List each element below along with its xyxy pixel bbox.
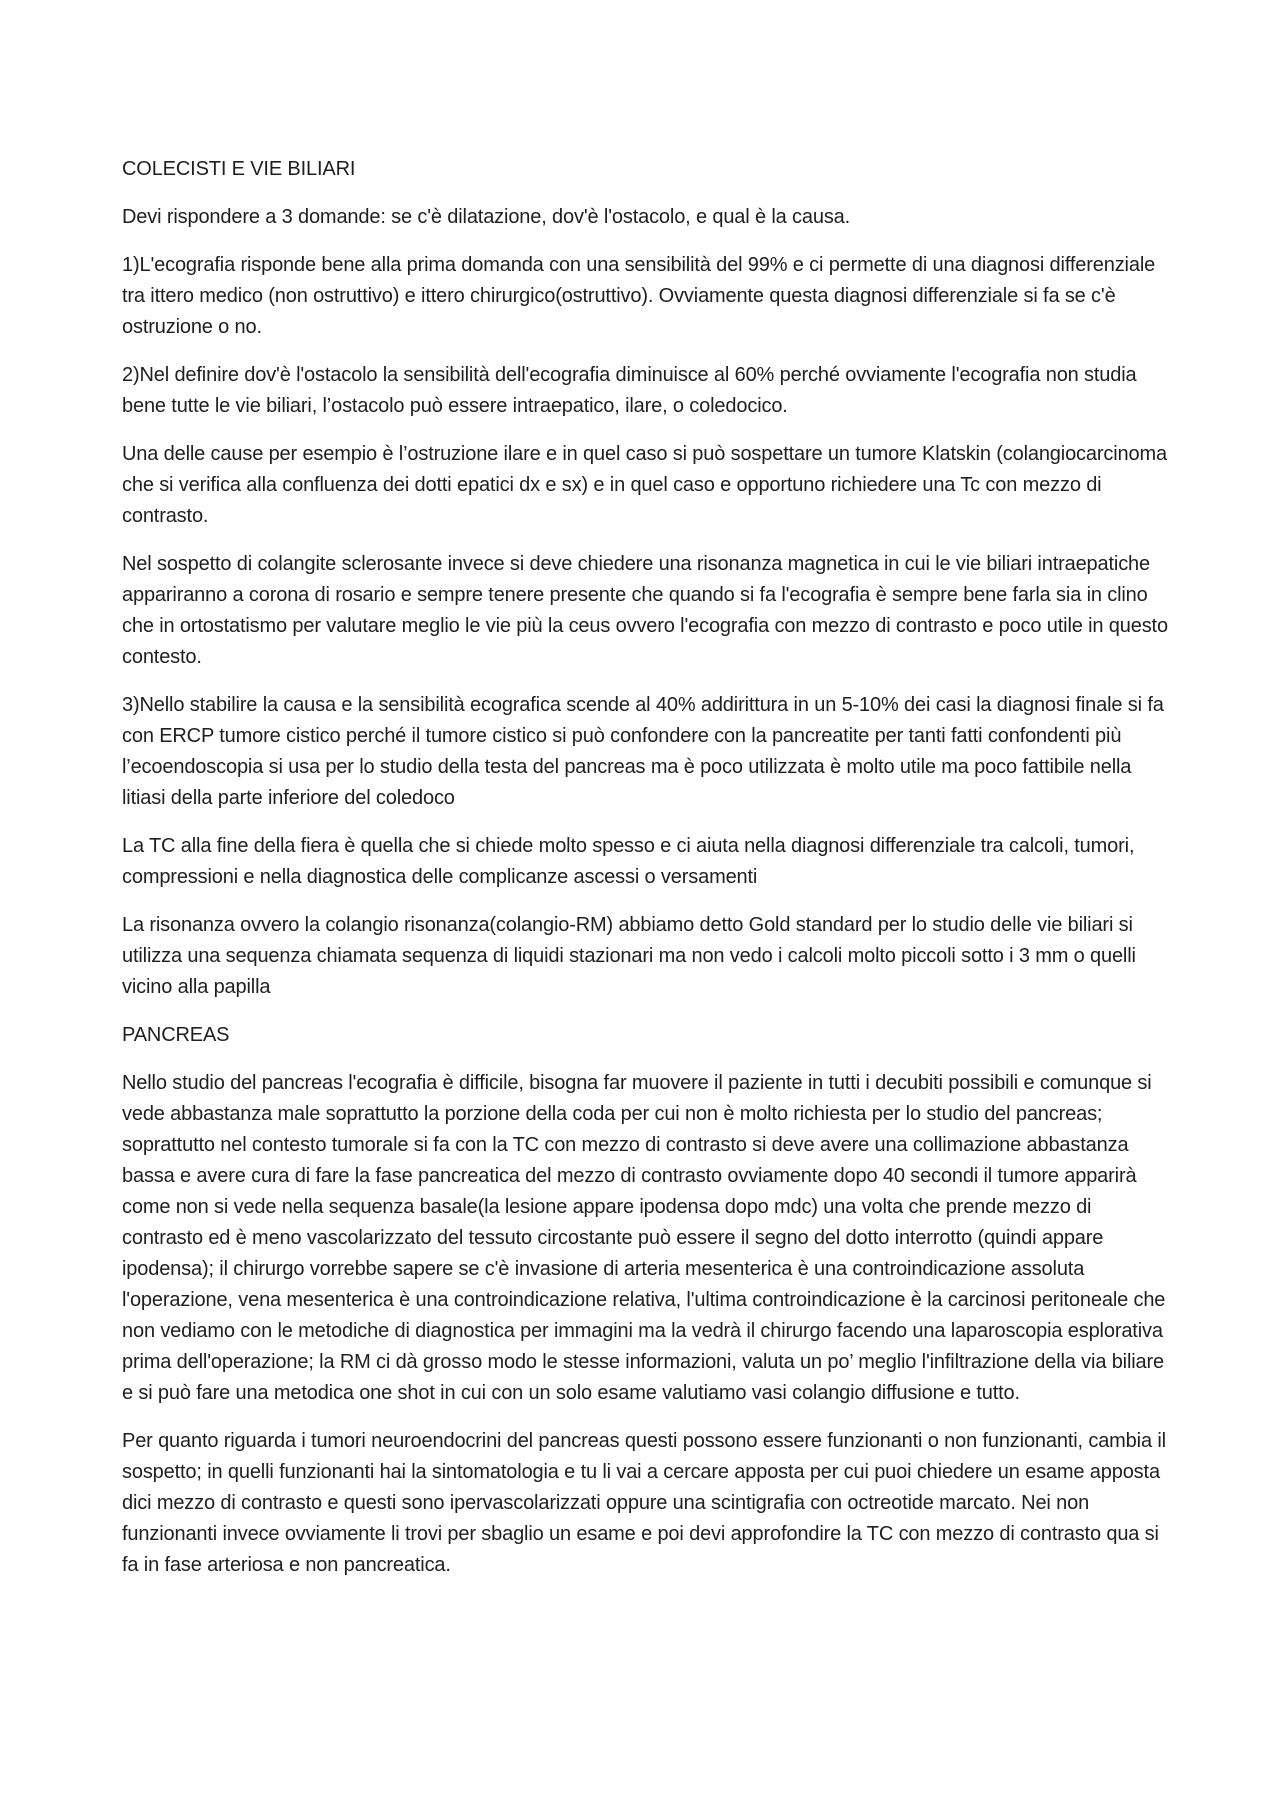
paragraph-colangite: Nel sospetto di colangite sclerosante invece si deve chiedere una risonanza magnetica in cui le vie biliari intraepatiche appariranno a corona di rosario e sempre tenere presente che quando si fa l'ecografia è sempre bene farla sia in clino che in ortostatismo per valutare meglio le vie più la ceus ovvero l'ecografia con mezzo di contrasto e poco utile in questo contesto.	[122, 553, 1168, 668]
paragraph-neuroendocrine: Per quanto riguarda i tumori neuroendocrini del pancreas questi possono essere funzionanti o non funzionanti, cambia il sospetto; in quelli funzionanti hai la sintomatologia e tu li vai a cercare apposta per cui puoi chiedere un esame apposta dici mezzo di contrasto e questi sono ipervascolarizzati oppure una scintigrafia con octreotide marcato. Nei non funzionanti invece ovviamente li trovi per sbaglio un esame e poi devi approfondire la TC con mezzo di contrasto qua si fa in fase arteriosa e non pancreatica.	[122, 1430, 1166, 1576]
paragraph-point-3: 3)Nello stabilire la causa e la sensibilità ecografica scende al 40% addirittura in un 5-10% dei casi la diagnosi finale si fa con ERCP tumore cistico perché il tumore cistico si può confondere con la pancreatite per tanti fatti confondenti più l’ecoendoscopia si usa per lo studio della testa del pancreas ma è poco utilizzata è molto utile ma poco fattibile nella litiasi della parte inferiore del coledoco	[122, 694, 1164, 809]
paragraph-pancreas-study: Nello studio del pancreas l'ecografia è difficile, bisogna far muovere il paziente in tutti i decubiti possibili e comunque si vede abbastanza male soprattutto la porzione della coda per cui non è molto richiesta per lo studio del pancreas; soprattutto nel contesto tumorale si fa con la TC con mezzo di contrasto si deve avere una collimazione abbastanza bassa e avere cura di fare la fase pancreatica del mezzo di contrasto ovviamente dopo 40 secondi il tumore apparirà come non si vede nella sequenza basale(la lesione appare ipodensa dopo mdc) una volta che prende mezzo di contrasto ed è meno vascolarizzato del tessuto circostante può essere il segno del dotto interrotto (quindi appare ipodensa); il chirurgo vorrebbe sapere se c'è invasione di arteria mesenterica è una controindicazione assoluta l'operazione, vena mesenterica è una controindicazione relativa, l'ultima controindicazione è la carcinosi peritoneale che non vediamo con le metodiche di diagnostica per immagini ma la vedrà il chirurgo facendo una laparoscopia esplorativa prima dell'operazione; la RM ci dà grosso modo le stesse informazioni, valuta un po’ meglio l'infiltrazione della via biliare e si può fare una metodica one shot in cui con un solo esame valutiamo vasi colangio diffusione e tutto.	[122, 1072, 1166, 1404]
paragraph-risonanza: La risonanza ovvero la colangio risonanza(colangio-RM) abbiamo detto Gold standard per lo studio delle vie biliari si utilizza una sequenza chiamata sequenza di liquidi stazionari ma non vedo i calcoli molto piccoli sotto i 3 mm o quelli vicino alla papilla	[122, 914, 1136, 998]
paragraph-point-1: 1)L'ecografia risponde bene alla prima domanda con una sensibilità del 99% e ci permette di una diagnosi differenziale tra ittero medico (non ostruttivo) e ittero chirurgico(ostruttivo). Ovviamente questa diagnosi differenziale si fa se c'è ostruzione o no.	[122, 254, 1156, 338]
paragraph-tc: La TC alla fine della fiera è quella che si chiede molto spesso e ci aiuta nella diagnosi differenziale tra calcoli, tumori, compressioni e nella diagnostica delle complicanze ascessi o versamenti	[122, 835, 1135, 888]
document-body	[122, 154, 1172, 1598]
paragraph-klatskin: Una delle cause per esempio è l’ostruzione ilare e in quel caso si può sospettare un tumore Klatskin (colangiocarcinoma che si verifica alla confluenza dei dotti epatici dx e sx) e in quel caso e opportuno richiedere una Tc con mezzo di contrasto.	[122, 443, 1167, 527]
section-heading-colecisti: COLECISTI E VIE BILIARI	[122, 158, 356, 180]
section-heading-pancreas: PANCREAS	[122, 1024, 230, 1046]
paragraph-point-2: 2)Nel definire dov'è l'ostacolo la sensibilità dell'ecografia diminuisce al 60% perché ovviamente l'ecografia non studia bene tutte le vie biliari, l’ostacolo può essere intraepatico, ilare, o coledocico.	[122, 364, 1137, 417]
paragraph-intro-questions: Devi rispondere a 3 domande: se c'è dilatazione, dov'è l'ostacolo, e qual è la causa.	[122, 206, 851, 228]
